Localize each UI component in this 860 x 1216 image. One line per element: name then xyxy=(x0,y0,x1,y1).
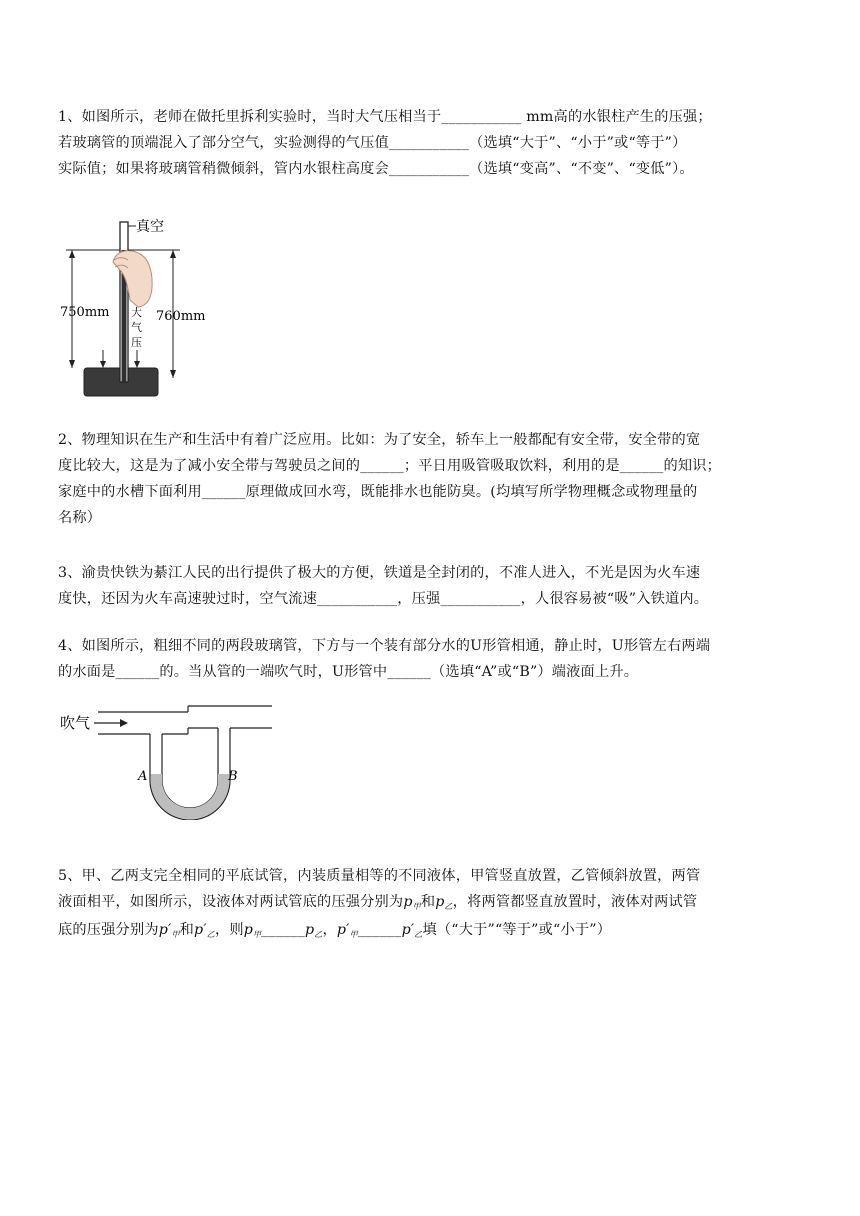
q2-line-3: 家庭中的水槽下面利用______原理做成回水弯，既能排水也能防臭。(均填写所学物理概念或物理量的 xyxy=(58,484,698,500)
left-height-label: 750mm xyxy=(60,305,110,320)
q4-line-1: 4、如图所示，粗细不同的两段玻璃管，下方与一个装有部分水的U形管相通，静止时，U形管左右两端 xyxy=(58,638,711,654)
pressure-label-2: 气 xyxy=(131,321,142,334)
question-5 xyxy=(58,863,808,945)
torricelli-figure xyxy=(58,210,228,400)
q3-line-2: 度快，还因为火车高速驶过时，空气流速___________，压强___________，人很容易被“吸”入铁道内。 xyxy=(58,591,709,607)
question-3 xyxy=(58,560,808,612)
hand-illustration xyxy=(113,251,152,307)
question-4 xyxy=(58,633,808,685)
q2-line-2: 度比较大，这是为了减小安全带与驾驶员之间的______；平日用吸管吸取饮料，利用的是______的知识； xyxy=(58,458,722,474)
right-height-label: 760mm xyxy=(156,309,206,324)
p-prime-jia: $p'_甲$ xyxy=(158,922,180,939)
q2-line-1: 2、物理知识在生产和生活中有着广泛应用。比如：为了安全，轿车上一般都配有安全带，安全带的宽 xyxy=(58,432,701,448)
q5-line-2: 液面相平，如图所示，设液体对两试管底的压强分别为$p_甲$和$p_乙$，将两管都竖直放置时，液体对两试管 xyxy=(58,894,698,911)
q5-line-1: 5、甲、乙两支完全相同的平底试管，内装质量相等的不同液体，甲管竖直放置，乙管倾斜放置，两管 xyxy=(58,868,701,884)
q1-line-1: 1、如图所示，老师在做托里拆利实验时，当时大气压相当于___________ mm高的水银柱产生的压强； xyxy=(58,109,712,125)
q3-line-1: 3、渝贵快铁为綦江人民的出行提供了极大的方便，铁道是全封闭的，不准人进入，不光是因为火车速 xyxy=(58,565,701,581)
question-2 xyxy=(58,427,808,531)
q2-line-4: 名称） xyxy=(58,510,102,526)
label-a: A xyxy=(138,769,148,784)
u-tube-figure xyxy=(58,700,288,820)
pressure-label-1: 大 xyxy=(131,306,142,319)
vacuum-label: 真空 xyxy=(136,219,164,235)
label-b: B xyxy=(228,769,238,784)
answer-blank-1[interactable]: ______ xyxy=(261,922,305,938)
q1-line-3: 实际值；如果将玻璃管稍微倾斜，管内水银柱高度会___________（选填“变高”、“不变”、“变低”）。 xyxy=(58,161,694,177)
pressure-label-3: 压 xyxy=(131,336,142,349)
q4-line-2: 的水面是______的。当从管的一端吹气时，U形管中______（选填“A”或“B”）端液面上升。 xyxy=(58,664,639,680)
u-tube-inner xyxy=(162,728,218,808)
p-yi: $p_乙$ xyxy=(435,894,453,911)
answer-blank-2[interactable]: ______ xyxy=(357,922,402,938)
question-1 xyxy=(58,104,808,182)
q5-line-3: 底的压强分别为$p'_甲$和$p'_乙$，则$p_甲\_\_\_\_\_\_p_乙$，$p'_甲\_\_\_\_\_\_p'_乙$填（“大于”“等于”或“小于”） xyxy=(58,922,612,939)
q1-line-2: 若玻璃管的顶端混入了部分空气，实验测得的气压值___________（选填“大于”、“小于”或“等于”） xyxy=(58,135,687,151)
blow-label: 吹气 xyxy=(60,714,91,732)
p-jia: $p_甲$ xyxy=(403,894,421,911)
p-prime-yi: $p'_乙$ xyxy=(194,922,215,939)
